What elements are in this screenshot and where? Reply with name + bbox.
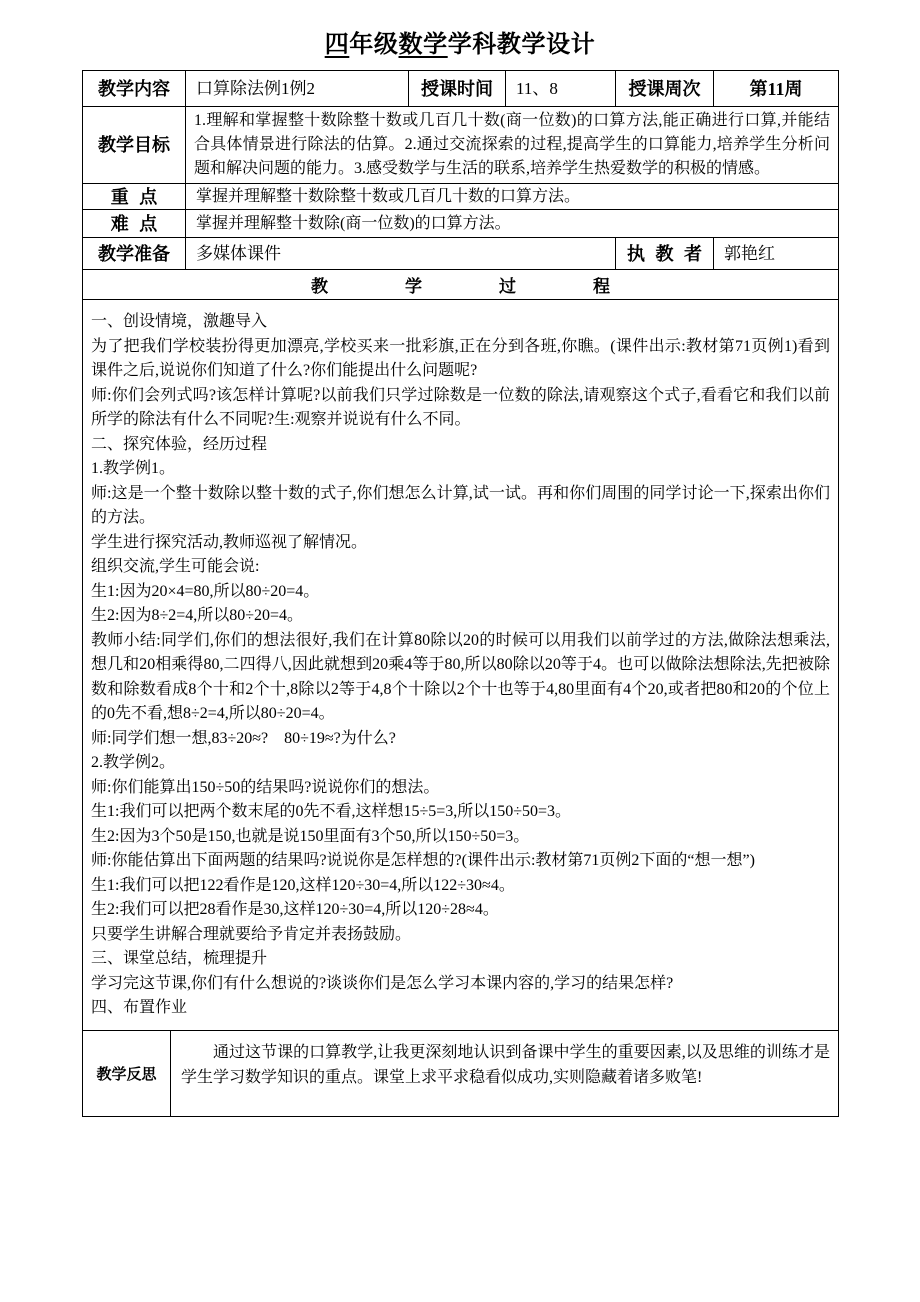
section-heading: 二、探究体验，经历过程 <box>91 435 268 453</box>
process-body <box>83 300 839 1031</box>
paragraph: 1.教学例1。 <box>91 460 176 477</box>
preparation-row <box>83 238 839 270</box>
paragraph: 学生进行探究活动,教师巡视了解情况。 <box>91 533 368 551</box>
teacher-label: 执 教 者 <box>616 238 714 270</box>
info-row <box>83 71 839 107</box>
content-value: 口算除法例1例2 <box>186 71 409 107</box>
paragraph: 师:这是一个整十数除以整十数的式子,你们想怎么计算,试一试。再和你们周围的同学讨论一下,探索出你们的方法。 <box>91 484 830 526</box>
reflection-cell <box>171 1030 839 1116</box>
paragraph: 生1:因为20×4=80,所以80÷20=4。 <box>91 582 320 600</box>
paragraph: 师:同学们想一想,83÷20≈? 80÷19≈?为什么? <box>91 729 396 747</box>
objectives-row <box>83 107 839 184</box>
document-title <box>0 30 920 60</box>
paragraph: 生1:我们可以把122看作是120,这样120÷30=4,所以122÷30≈4。 <box>91 876 515 894</box>
reflection-row <box>83 1030 839 1116</box>
paragraph: 组织交流,学生可能会说: <box>91 558 260 575</box>
week-label: 授课周次 <box>616 71 714 107</box>
title-grade-unit: 年级 <box>349 32 399 58</box>
time-value: 11、8 <box>506 71 616 107</box>
time-label: 授课时间 <box>409 71 506 107</box>
paragraph: 只要学生讲解合理就要给予肯定并表扬鼓励。 <box>91 925 412 943</box>
paragraph: 师:你们能算出150÷50的结果吗?说说你们的想法。 <box>91 778 440 796</box>
key-point-text: 掌握并理解整十数除整十数或几百几十数的口算方法。 <box>186 184 839 210</box>
paragraph: 学习完这节课,你们有什么想说的?谈谈你们是怎么学习本课内容的,学习的结果怎样? <box>91 974 674 992</box>
key-point-row <box>83 184 839 210</box>
paragraph: 生1:我们可以把两个数末尾的0先不看,这样想15÷5=3,所以150÷50=3。 <box>91 803 572 820</box>
paragraph: 生2:因为3个50是150,也就是说150里面有3个50,所以150÷50=3。 <box>91 827 530 845</box>
difficult-point-row <box>83 210 839 238</box>
title-subject: 数学 <box>398 32 448 58</box>
difficult-point-label: 难 点 <box>83 210 186 238</box>
paragraph: 师:你们会列式吗?该怎样计算呢?以前我们只学过除数是一位数的除法,请观察这个式子,看看它和我们以前所学的除法有什么不同呢?生:观察并说说有什么不同。 <box>91 386 830 428</box>
title-suffix: 学科教学设计 <box>447 32 596 58</box>
process-heading-row <box>83 270 839 300</box>
teacher-name: 郭艳红 <box>714 238 839 270</box>
preparation-label: 教学准备 <box>83 238 186 270</box>
paragraph: 2.教学例2。 <box>91 754 176 771</box>
title-grade: 四 <box>324 32 350 58</box>
preparation-materials: 多媒体课件 <box>186 238 616 270</box>
paragraph: 教师小结:同学们,你们的想法很好,我们在计算80除以20的时候可以用我们以前学过的方法,做除法想乘法,想几和20相乘得80,二四得八,因此就想到20乘4等于80,所以80除以20等于4。也可以做除法想除法,先把被除数和除数看成8个十和2个十,8除以2等于4,8个十除以2个十也等于4,80里面有4个20,或者把80和20的个位上的0先不看,想8÷2=4,所以80÷20=4。 <box>91 631 830 722</box>
objectives-text: 1.理解和掌握整十数除整十数或几百几十数(商一位数)的口算方法,能正确进行口算,并能结合具体情景进行除法的估算。2.通过交流探索的过程,提高学生的口算能力,培养学生分析问题和解决问题的能力。3.感受数学与生活的联系,培养学生热爱数学的积极的情感。 <box>186 107 839 184</box>
objectives-label: 教学目标 <box>83 107 186 184</box>
paragraph: 生2:因为8÷2=4,所以80÷20=4。 <box>91 607 304 624</box>
process-body-row <box>83 300 839 1031</box>
content-label: 教学内容 <box>83 71 186 107</box>
lesson-plan-table <box>82 70 839 1117</box>
process-heading: 教学过程 <box>83 270 839 300</box>
section-heading: 四、布置作业 <box>91 999 188 1016</box>
reflection-text: 通过这节课的口算教学,让我更深刻地认识到备课中学生的重要因素,以及思维的训练才是学生学习数学知识的重点。课堂上求平求稳看似成功,实则隐藏着诸多败笔! <box>181 1043 830 1086</box>
paragraph: 师:你能估算出下面两题的结果吗?说说你是怎样想的?(课件出示:教材第71页例2下面的“想一想”) <box>91 852 755 869</box>
section-heading: 一、创设情境，激趣导入 <box>91 313 268 330</box>
section-heading: 三、课堂总结，梳理提升 <box>91 950 268 967</box>
paragraph: 为了把我们学校装扮得更加漂亮,学校买来一批彩旗,正在分到各班,你瞧。(课件出示:教材第71页例1)看到课件之后,说说你们知道了什么?你们能提出什么问题呢? <box>91 337 830 379</box>
difficult-point-text: 掌握并理解整十数除(商一位数)的口算方法。 <box>186 210 839 238</box>
key-point-label: 重 点 <box>83 184 186 210</box>
paragraph: 生2:我们可以把28看作是30,这样120÷30=4,所以120÷28≈4。 <box>91 901 499 918</box>
week-value: 第11周 <box>714 71 839 107</box>
reflection-label: 教学反思 <box>83 1030 171 1116</box>
